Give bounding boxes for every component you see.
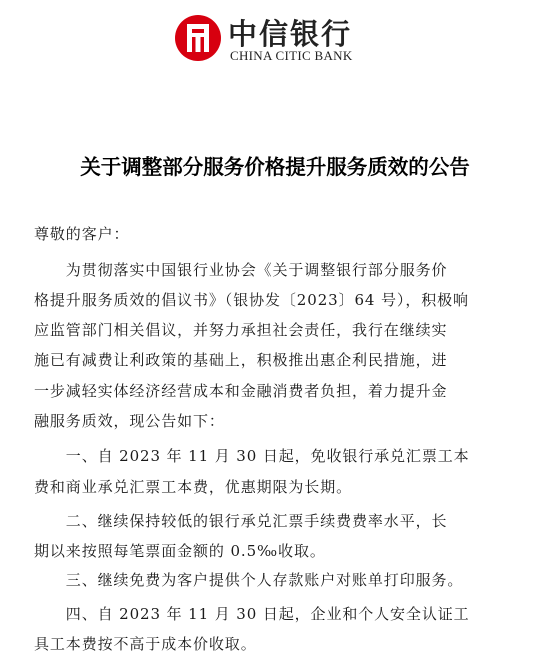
bank-name-en: CHINA CITIC BANK	[230, 48, 353, 63]
item-one-line: 一、自 2023 年 11 月 30 日起，免收银行承兑汇票工本	[34, 447, 470, 465]
body-line: 应监管部门相关倡议，并努力承担社会责任，我行在继续实	[34, 321, 448, 339]
body-line: 一步减轻实体经济经营成本和金融消费者负担，着力提升金	[34, 382, 448, 400]
notice-title: 关于调整部分服务价格提升服务质效的公告	[80, 155, 470, 179]
item-one-line: 费和商业承兑汇票工本费，优惠期限为长期。	[34, 478, 353, 496]
salutation: 尊敬的客户：	[34, 225, 130, 243]
bank-header	[0, 6, 550, 66]
bank-name-cn: 中信银行	[228, 17, 353, 51]
body-line: 施已有减费让利政策的基础上，积极推出惠企利民措施，进	[34, 351, 448, 369]
body-line: 为贯彻落实中国银行业协会《关于调整银行部分服务价	[34, 261, 448, 279]
item-two-line: 二、继续保持较低的银行承兑汇票手续费费率水平，长	[34, 512, 448, 530]
item-four-line: 具工本费按不高于成本价收取。	[34, 635, 257, 653]
body-line: 融服务质效，现公告如下：	[34, 412, 225, 430]
item-two-line: 期以来按照每笔票面金额的 0.5‰收取。	[34, 542, 326, 560]
item-four-line: 四、自 2023 年 11 月 30 日起，企业和个人安全认证工	[34, 605, 470, 623]
body-line: 格提升服务质效的倡议书》（银协发〔2023〕64 号），积极响	[34, 291, 469, 309]
item-three-line: 三、继续免费为客户提供个人存款账户对账单打印服务。	[34, 571, 464, 589]
citic-logo-icon	[174, 14, 222, 62]
